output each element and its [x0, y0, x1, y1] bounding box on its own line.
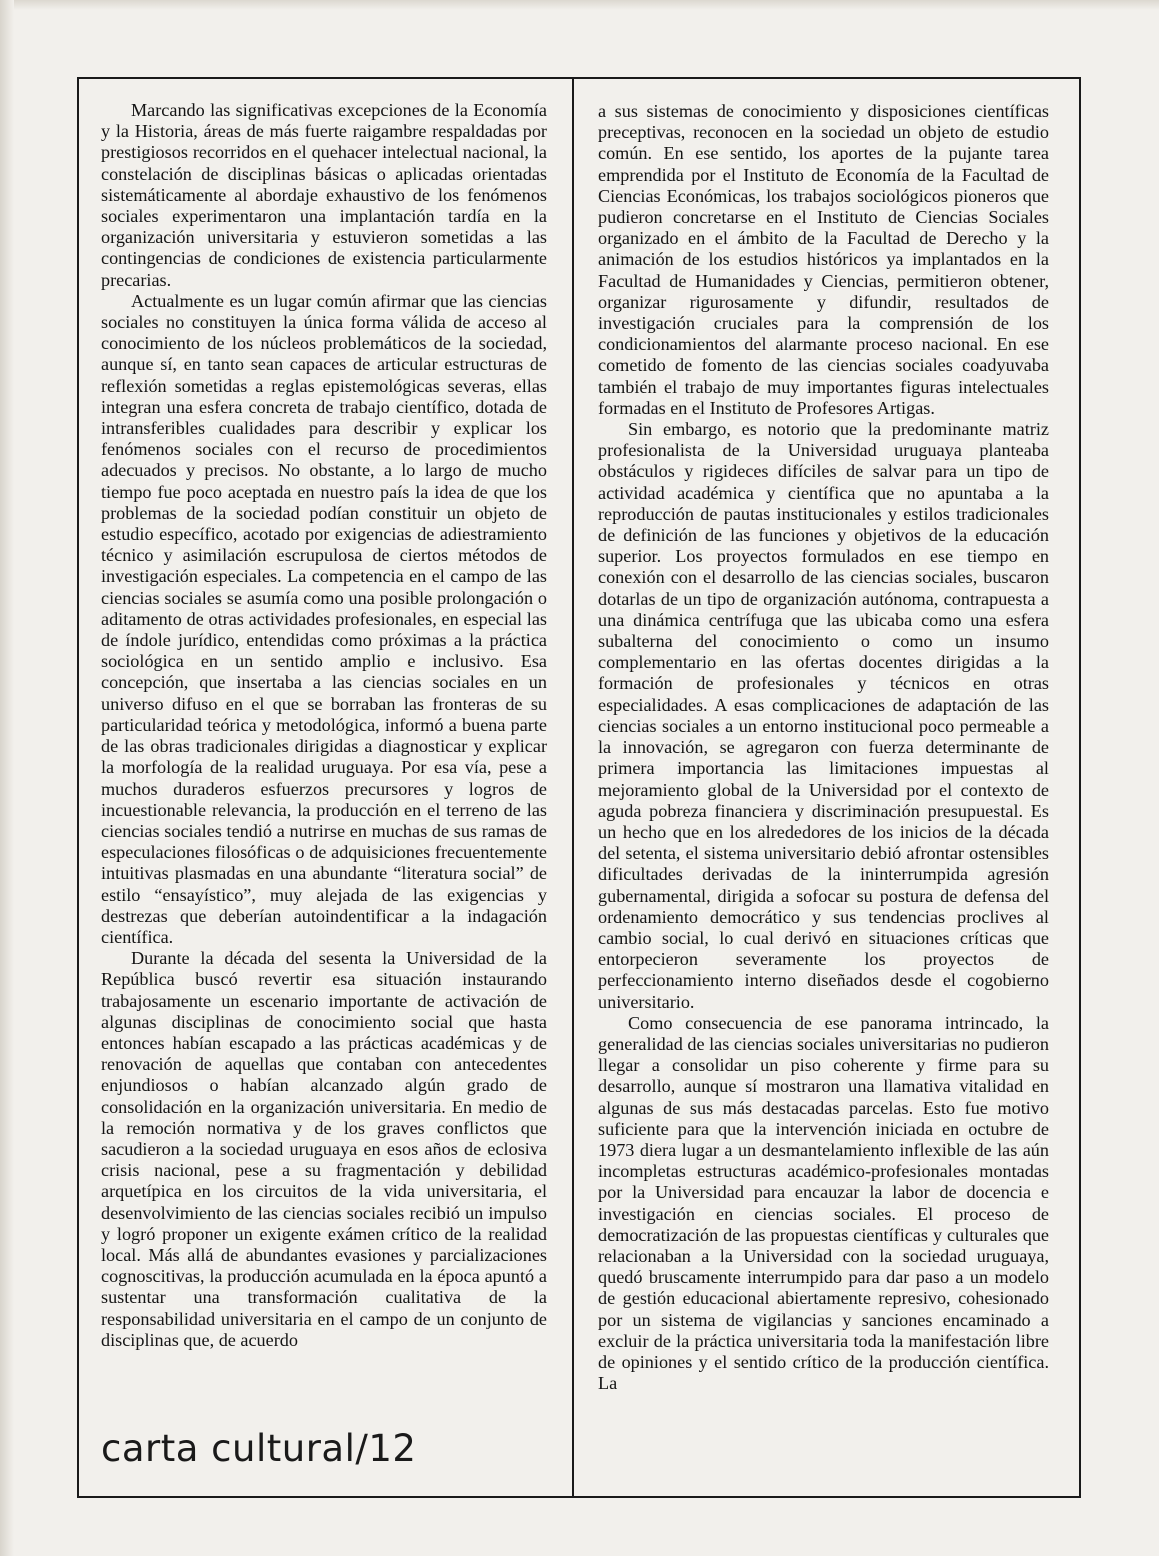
right-paragraph-3: Como consecuencia de ese panorama intrincado, la generalidad de las ciencias sociales universitarias no pudieron llegar a consolidar un piso coherente y firme para su desarrollo, aunque sí mostraron una llamativa vitalidad en algunas de sus más destacadas parcelas. Esto fue motivo suficiente para que la intervención iniciada en octubre de 1973 diera lugar a un desmantelamiento inflexible de las aún incompletas estructuras académico-profesionales montadas por la Universidad para encauzar la labor de docencia e investigación en ciencias sociales. El proceso de democratización de las propuestas científicas y culturales que relacionaban a la Universidad con la sociedad uruguaya, quedó bruscamente interrumpido para dar paso a un modelo de gestión educacional abiertamente represivo, cohesionado por un sistema de vigilancias y sanciones encaminado a excluir de la práctica universitaria toda la manifestación libre de opiniones y el sentido crítico de la producción científica. La	[598, 1012, 1049, 1394]
left-paragraph-3: Durante la década del sesenta la Universidad de la República buscó revertir esa situación instaurando trabajosamente un escenario importante de activación de algunas disciplinas de conocimiento social que hasta entonces habían escapado a las prácticas académicas y de renovación de aquellas que contaban con antecedentes enjundiosos o habían alcanzado algún grado de consolidación en la organización universitaria. En medio de la remoción normativa y de los graves conflictos que sacudieron a la sociedad uruguaya en esos años de eclosiva crisis nacional, pese a su fragmentación y debilidad arquetípica en los circuitos de la vida universitaria, el desenvolvimiento de las ciencias sociales recibió un impulso y logró proponer un exigente exámen crítico de la realidad local. Más allá de abundantes evasiones y parcializaciones cognoscitivas, la producción acumulada en la época apuntó a sustentar una transformación cualitativa de la responsabilidad universitaria en el campo de un conjunto de disciplinas que, de acuerdo	[101, 948, 547, 1350]
right-paragraph-2: Sin embargo, es notorio que la predominante matriz profesionalista de la Universidad uruguaya planteaba obstáculos y rigideces difíciles de salvar para un tipo de actividad académica y científica que no apuntaba a la reproducción de pautas institucionales y estilos tradicionales de definición de las funciones y objetivos de la educación superior. Los proyectos formulados en ese tiempo en conexión con el desarrollo de las ciencias sociales, buscaron dotarlas de un tipo de organización autónoma, contrapuesta a una dinámica centrífuga que las ubicaba como una esfera subalterna del conocimiento o como un insumo complementario en las ofertas docentes dirigidas a la formación de profesionales y técnicos en otras especialidades. A esas complicaciones de adaptación de las ciencias sociales a un entorno institucional poco permeable a la innovación, se agregaron con fuerza determinante de primera importancia las limitaciones impuestas al mejoramiento global de la Universidad por el contexto de aguda pobreza financiera y discriminación presupuestal. Es un hecho que en los alrededores de los inicios de la década del setenta, el sistema universitario debió afrontar ostensibles dificultades derivadas de la ininterrumpida agresión gubernamental, dirigida a sofocar su postura de defensa del ordenamiento democrático y sus tendencias proclives al cambio social, lo cual derivó en situaciones críticas que entorpecieron severamente los proyectos de perfeccionamiento interno diseñados desde el cogobierno universitario.	[598, 419, 1049, 1012]
page-edge-top	[0, 0, 1159, 10]
left-paragraph-2: Actualmente es un lugar común afirmar que las ciencias sociales no constituyen la única forma válida de acceso al conocimiento de los núcleos problemáticos de la sociedad, aunque sí, en tanto sean capaces de articular estructuras de reflexión sometidas a reglas epistemológicas severas, ellas integran una esfera concreta de trabajo científico, dotada de intransferibles cualidades para describir y explicar los fenómenos sociales con el recurso de procedimientos adecuados y precisos. No obstante, a lo largo de mucho tiempo fue poco aceptada en nuestro país la idea de que los problemas de la sociedad podían constituir un objeto de estudio específico, acotado por exigencias de adiestramiento técnico y asimilación escrupulosa de ciertos métodos de investigación especiales. La competencia en el campo de las ciencias sociales se asumía como una posible prolongación o aditamento de otras actividades profesionales, en especial las de índole jurídico, entendidas como próximas a la práctica sociológica en un sentido amplio e inclusivo. Esa concepción, que insertaba a las ciencias sociales en un universo difuso en el que se borraban las fronteras de su particularidad teórica y metodológica, informó a buena parte de las obras tradicionales dirigidas a diagnosticar y explicar la morfología de la realidad uruguaya. Por esa vía, pese a muchos duraderos esfuerzos precursores y logros de incuestionable relevancia, la producción en el terreno de las ciencias sociales tendió a nutrirse en muchas de sus ramas de especulaciones filosóficas o de adquisiciones frecuentemente intuitivas plasmadas en una abundante “literatura social” de estilo “ensayístico”, muy alejada de las exigencias y destrezas que deberían autoindentificar a la indagación científica.	[101, 290, 547, 947]
page-edge-left	[0, 0, 14, 1556]
left-column	[101, 100, 547, 1351]
left-paragraph-1: Marcando las significativas excepciones de la Economía y la Historia, áreas de más fuerte raigambre respaldadas por prestigiosos recorridos en el quehacer intelectual nacional, la constelación de disciplinas básicas o aplicadas orientadas sistemáticamente al abordaje exhaustivo de los fenómenos sociales experimentaron una implantación tardía en la organización universitaria y estuvieron sometidas a las contingencias de condiciones de existencia particularmente precarias.	[101, 100, 547, 290]
right-paragraph-1: a sus sistemas de conocimiento y disposiciones científicas preceptivas, reconocen en la sociedad un objeto de estudio común. En ese sentido, los aportes de la pujante tarea emprendida por el Instituto de Economía de la Facultad de Ciencias Económicas, los trabajos sociológicos pioneros que pudieron concretarse en el Instituto de Ciencias Sociales organizado en el ámbito de la Facultad de Derecho y la animación de los estudios históricos ya implantados en la Facultad de Humanidades y Ciencias, permitieron obtener, organizar rigurosamente y difundir, resultados de investigación cruciales para la comprensión de los condicionamientos del alarmante proceso nacional. En ese cometido de fomento de las ciencias sociales coadyuvaba también el trabajo de muy importantes figuras intelectuales formadas en el Instituto de Profesores Artigas.	[598, 101, 1049, 418]
publication-footer: carta cultural/12	[101, 1427, 417, 1470]
column-divider	[572, 77, 574, 1498]
right-column	[598, 101, 1049, 1394]
